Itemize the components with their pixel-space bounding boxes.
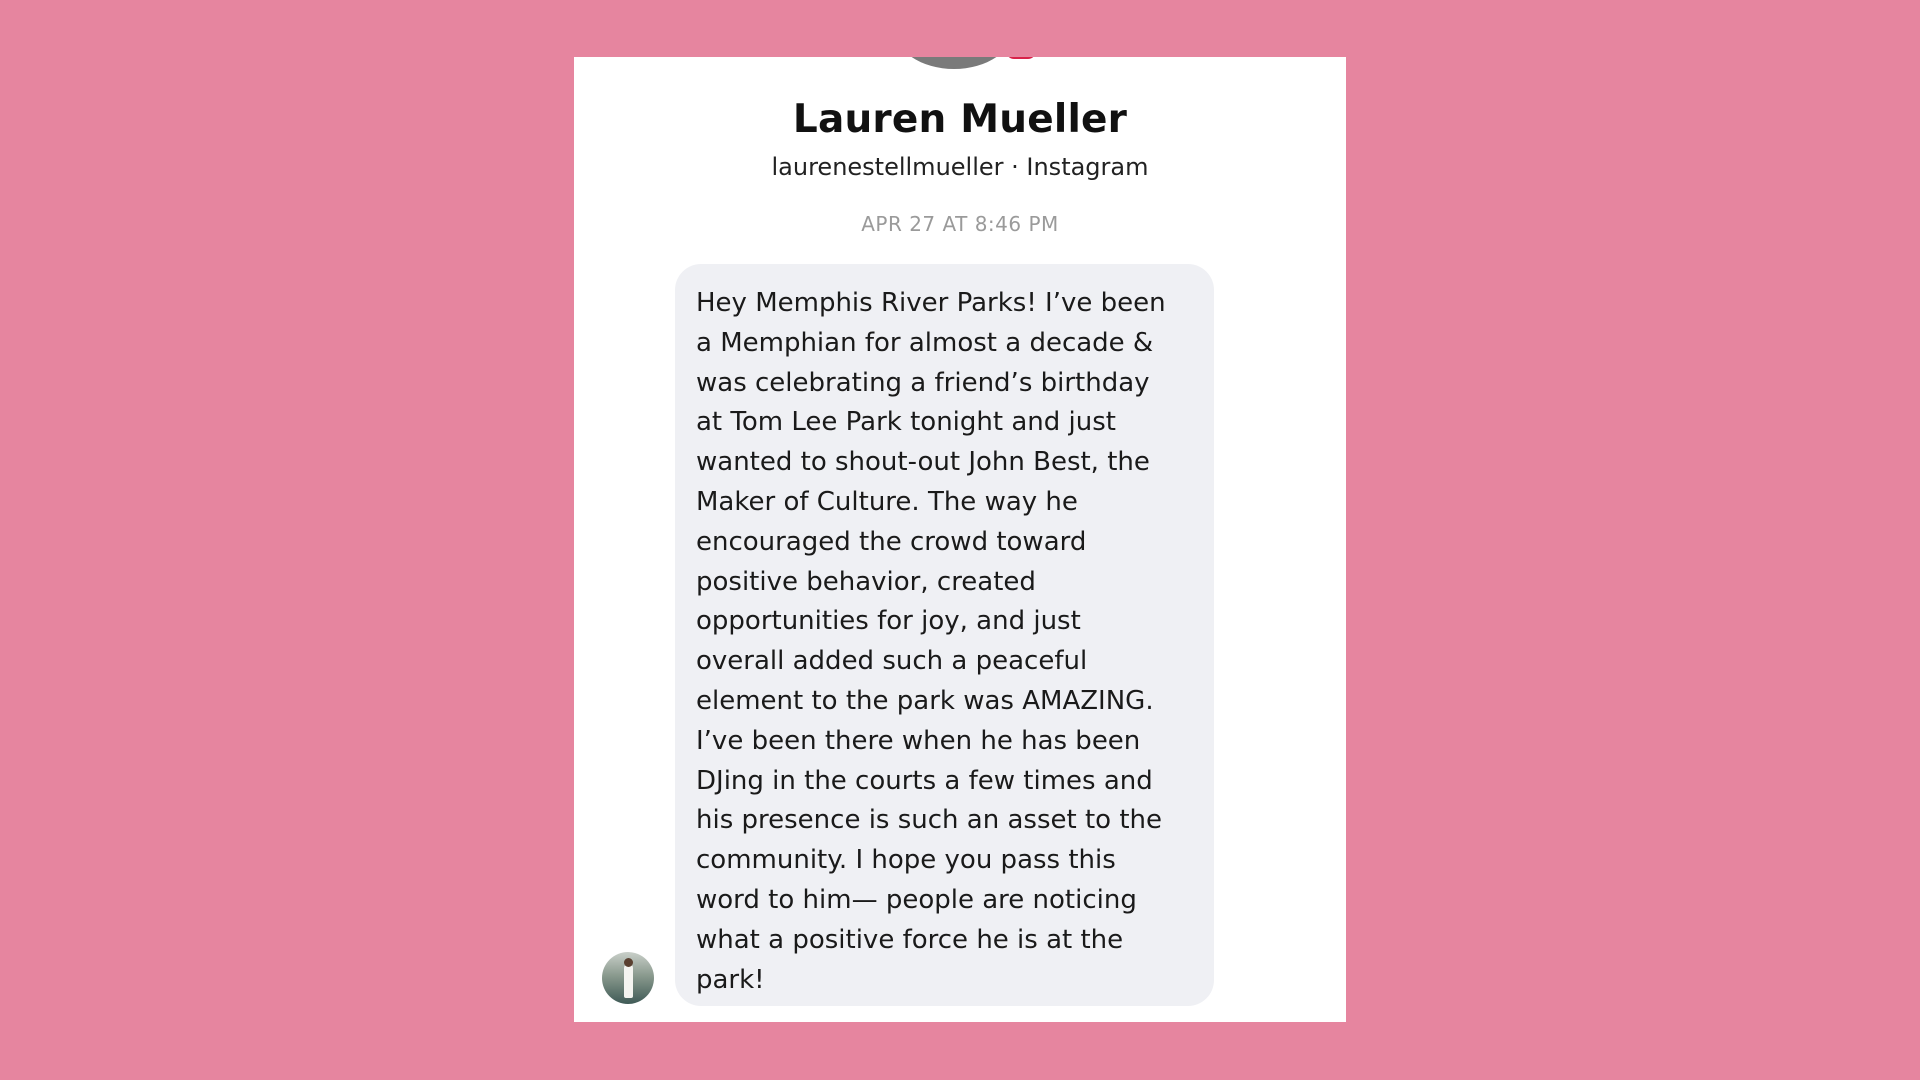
sender-avatar-icon[interactable] <box>602 952 654 1004</box>
avatar-head <box>624 958 633 967</box>
message-text: Hey Memphis River Parks! I’ve been a Memphian for almost a decade & was celebrating a friend’s birthday at Tom Lee Park tonight and just wanted to shout-out John Best, the Maker of Culture. The way he encouraged the crowd toward positive behavior, created opportunities for joy, and just overall added such a peaceful element to the park was AMAZING. I’ve been there when he has been DJing in the courts a few times and his presence is such an asset to the community. I hope you pass this word to him— people are noticing what a positive force he is at the park! <box>696 288 1166 995</box>
message-timestamp: APR 27 AT 8:46 PM <box>861 212 1059 236</box>
avatar-figure <box>624 964 633 998</box>
message-bubble[interactable] <box>675 264 1214 1006</box>
contact-subtitle: laurenestellmueller · Instagram <box>771 153 1149 181</box>
conversation-card <box>574 57 1346 1022</box>
profile-badge-icon <box>1006 57 1036 59</box>
contact-name: Lauren Mueller <box>792 97 1128 142</box>
profile-avatar-icon[interactable] <box>894 57 1014 69</box>
